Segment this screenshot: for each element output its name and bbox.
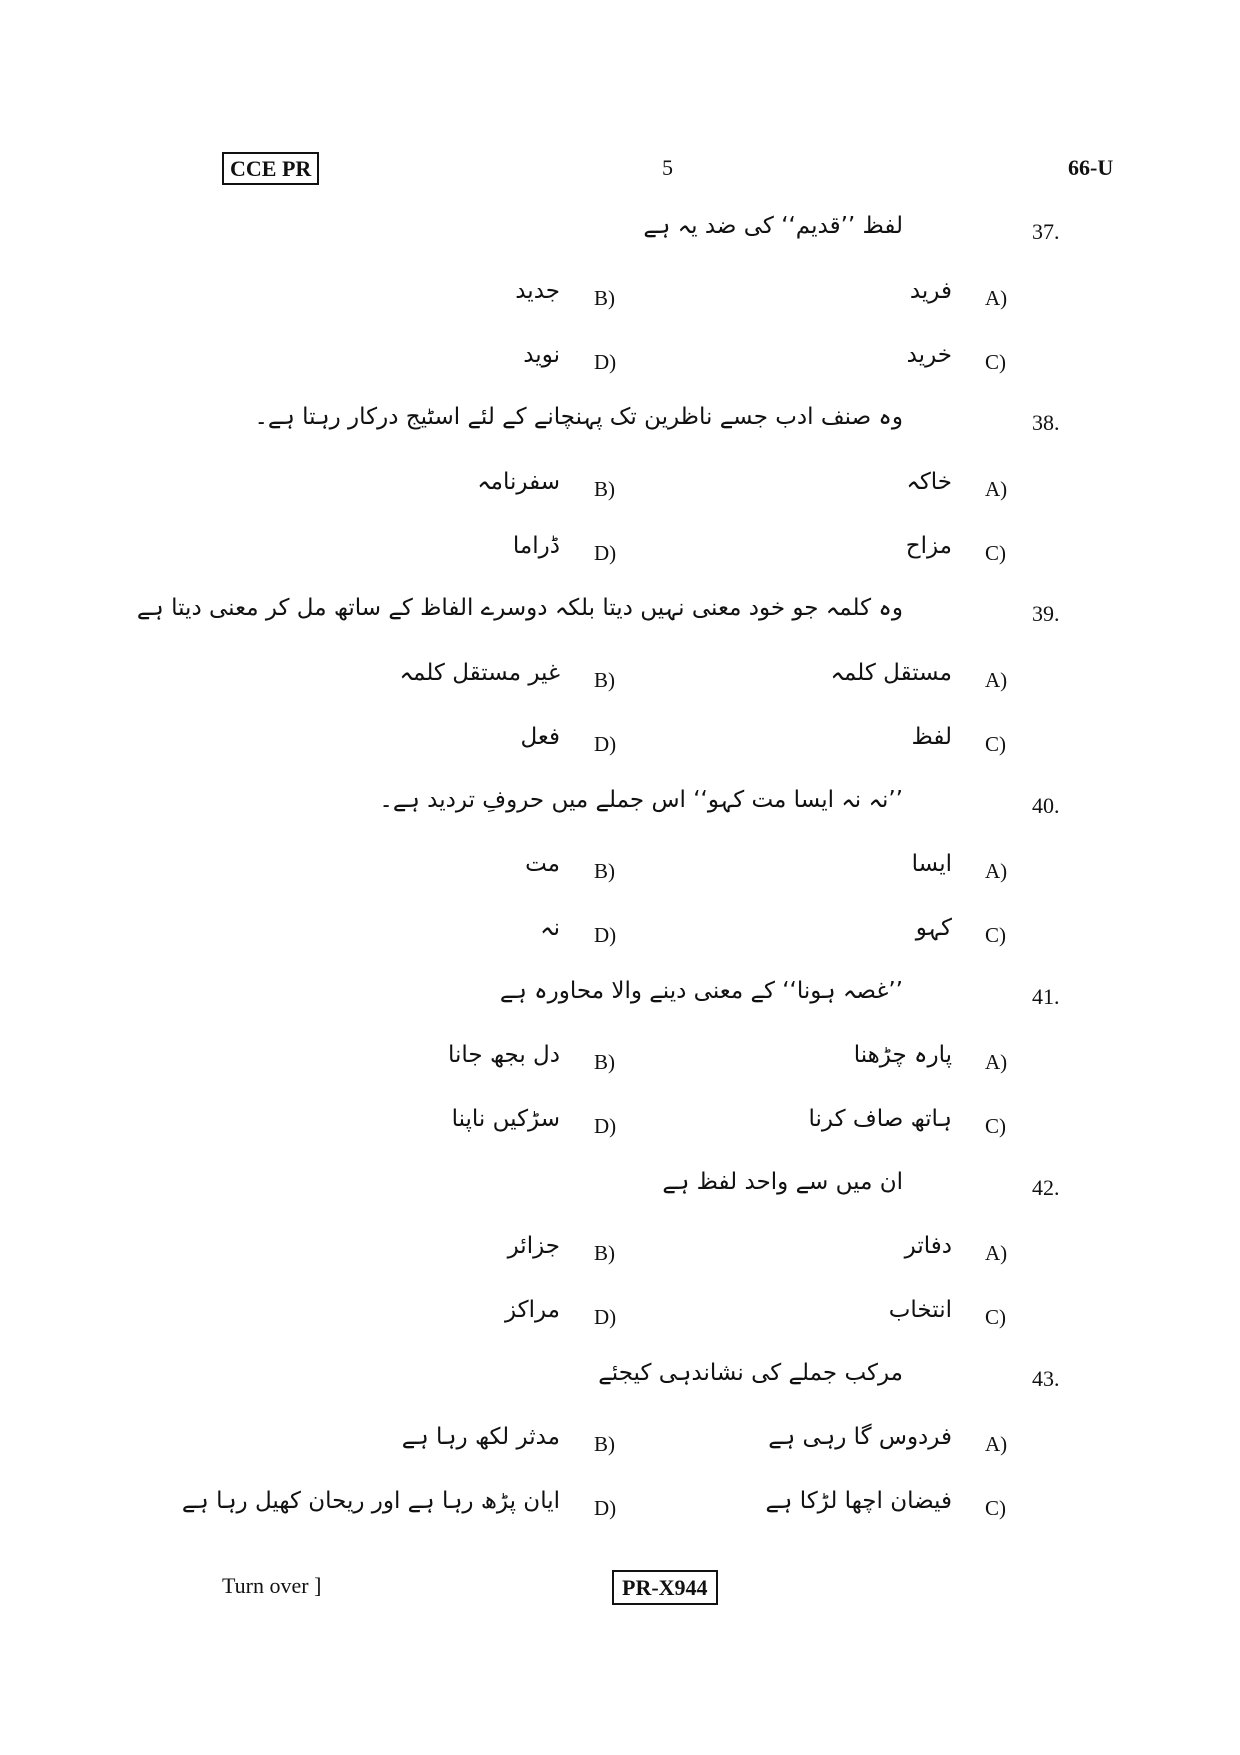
option-d-text: مراکز (504, 1297, 560, 1323)
question-text: ان میں سے واحد لفظ ہے (662, 1169, 903, 1195)
option-d-label: D) (594, 1305, 617, 1329)
option-c-label: C) (985, 732, 1006, 756)
option-b-text: مدثر لکھ رہا ہے (401, 1424, 560, 1450)
option-a-text: پارہ چڑھنا (853, 1042, 952, 1068)
option-c-text: خرید (906, 342, 952, 368)
option-d-label: D) (594, 350, 617, 374)
subject-code: 66-U (1068, 155, 1114, 180)
option-d-label: D) (594, 732, 617, 756)
option-c-text: ہاتھ صاف کرنا (808, 1106, 952, 1132)
question-text: ’’غصہ ہونا‘‘ کے معنی دینے والا محاورہ ہے (499, 978, 903, 1004)
question-number: 42. (1032, 1175, 1060, 1200)
option-c-text: فیضان اچھا لڑکا ہے (765, 1488, 952, 1514)
option-a-label: A) (985, 477, 1008, 501)
page-number: 5 (662, 155, 673, 180)
option-b-label: B) (594, 1241, 615, 1265)
option-d-text: نوید (523, 342, 560, 368)
booklet-code-box: PR-X944 (612, 1570, 718, 1605)
option-a-label: A) (985, 859, 1008, 883)
turn-over-text: Turn over ] (222, 1573, 322, 1598)
option-b-label: B) (594, 859, 615, 883)
option-b-text: دل بجھ جانا (448, 1042, 560, 1068)
option-c-text: انتخاب (888, 1297, 952, 1323)
option-b-label: B) (594, 1432, 615, 1456)
question-text: مرکب جملے کی نشاندہی کیجئے (598, 1360, 903, 1386)
option-c-text: کہو (915, 915, 952, 941)
option-d-label: D) (594, 1114, 617, 1138)
question-number: 41. (1032, 984, 1060, 1009)
paper-code-box: CCE PR (222, 152, 319, 185)
option-a-label: A) (985, 1050, 1008, 1074)
question-number: 38. (1032, 410, 1060, 435)
option-a-text: خاکہ (906, 469, 952, 495)
option-b-text: غیر مستقل کلمہ (399, 660, 560, 686)
option-a-text: فردوس گا رہی ہے (768, 1424, 952, 1450)
option-c-label: C) (985, 541, 1006, 565)
question-number: 40. (1032, 793, 1060, 818)
option-d-label: D) (594, 1496, 617, 1520)
question-text: وہ صنف ادب جسے ناظرین تک پہنچانے کے لئے اسٹیج درکار رہتا ہے۔ (254, 404, 903, 430)
question-text: ’’نہ نہ ایسا مت کہو‘‘ اس جملے میں حروفِ تردید ہے۔ (379, 787, 903, 813)
option-a-label: A) (985, 668, 1008, 692)
option-a-text: مستقل کلمہ (830, 660, 952, 686)
option-c-text: لفظ (911, 724, 952, 750)
option-c-label: C) (985, 1496, 1006, 1520)
option-b-label: B) (594, 477, 615, 501)
option-b-text: مت (525, 851, 560, 877)
option-b-text: جزائر (507, 1233, 560, 1259)
option-c-label: C) (985, 1114, 1006, 1138)
option-a-text: فرید (909, 278, 952, 304)
option-b-label: B) (594, 1050, 615, 1074)
option-a-label: A) (985, 286, 1008, 310)
question-number: 43. (1032, 1366, 1060, 1391)
option-b-label: B) (594, 286, 615, 310)
option-a-label: A) (985, 1432, 1008, 1456)
option-d-text: سڑکیں ناپنا (451, 1106, 560, 1132)
question-text: لفظ ’’قدیم‘‘ کی ضد یہ ہے (643, 213, 903, 239)
option-a-text: ایسا (911, 851, 952, 877)
option-d-text: ایان پڑھ رہا ہے اور ریحان کھیل رہا ہے (181, 1488, 560, 1514)
question-number: 39. (1032, 601, 1060, 626)
question-number: 37. (1032, 219, 1060, 244)
option-a-label: A) (985, 1241, 1008, 1265)
option-d-label: D) (594, 923, 617, 947)
option-c-label: C) (985, 1305, 1006, 1329)
option-c-label: C) (985, 923, 1006, 947)
option-c-text: مزاح (905, 533, 952, 559)
option-a-text: دفاتر (904, 1233, 952, 1259)
option-c-label: C) (985, 350, 1006, 374)
option-d-text: ڈراما (512, 533, 560, 559)
question-text: وہ کلمہ جو خود معنی نہیں دیتا بلکہ دوسرے الفاظ کے ساتھ مل کر معنی دیتا ہے (136, 595, 903, 621)
option-d-text: نہ (540, 915, 560, 941)
option-d-text: فعل (520, 724, 560, 750)
option-b-text: جدید (515, 278, 560, 304)
option-b-label: B) (594, 668, 615, 692)
option-b-text: سفرنامہ (477, 469, 560, 495)
option-d-label: D) (594, 541, 617, 565)
